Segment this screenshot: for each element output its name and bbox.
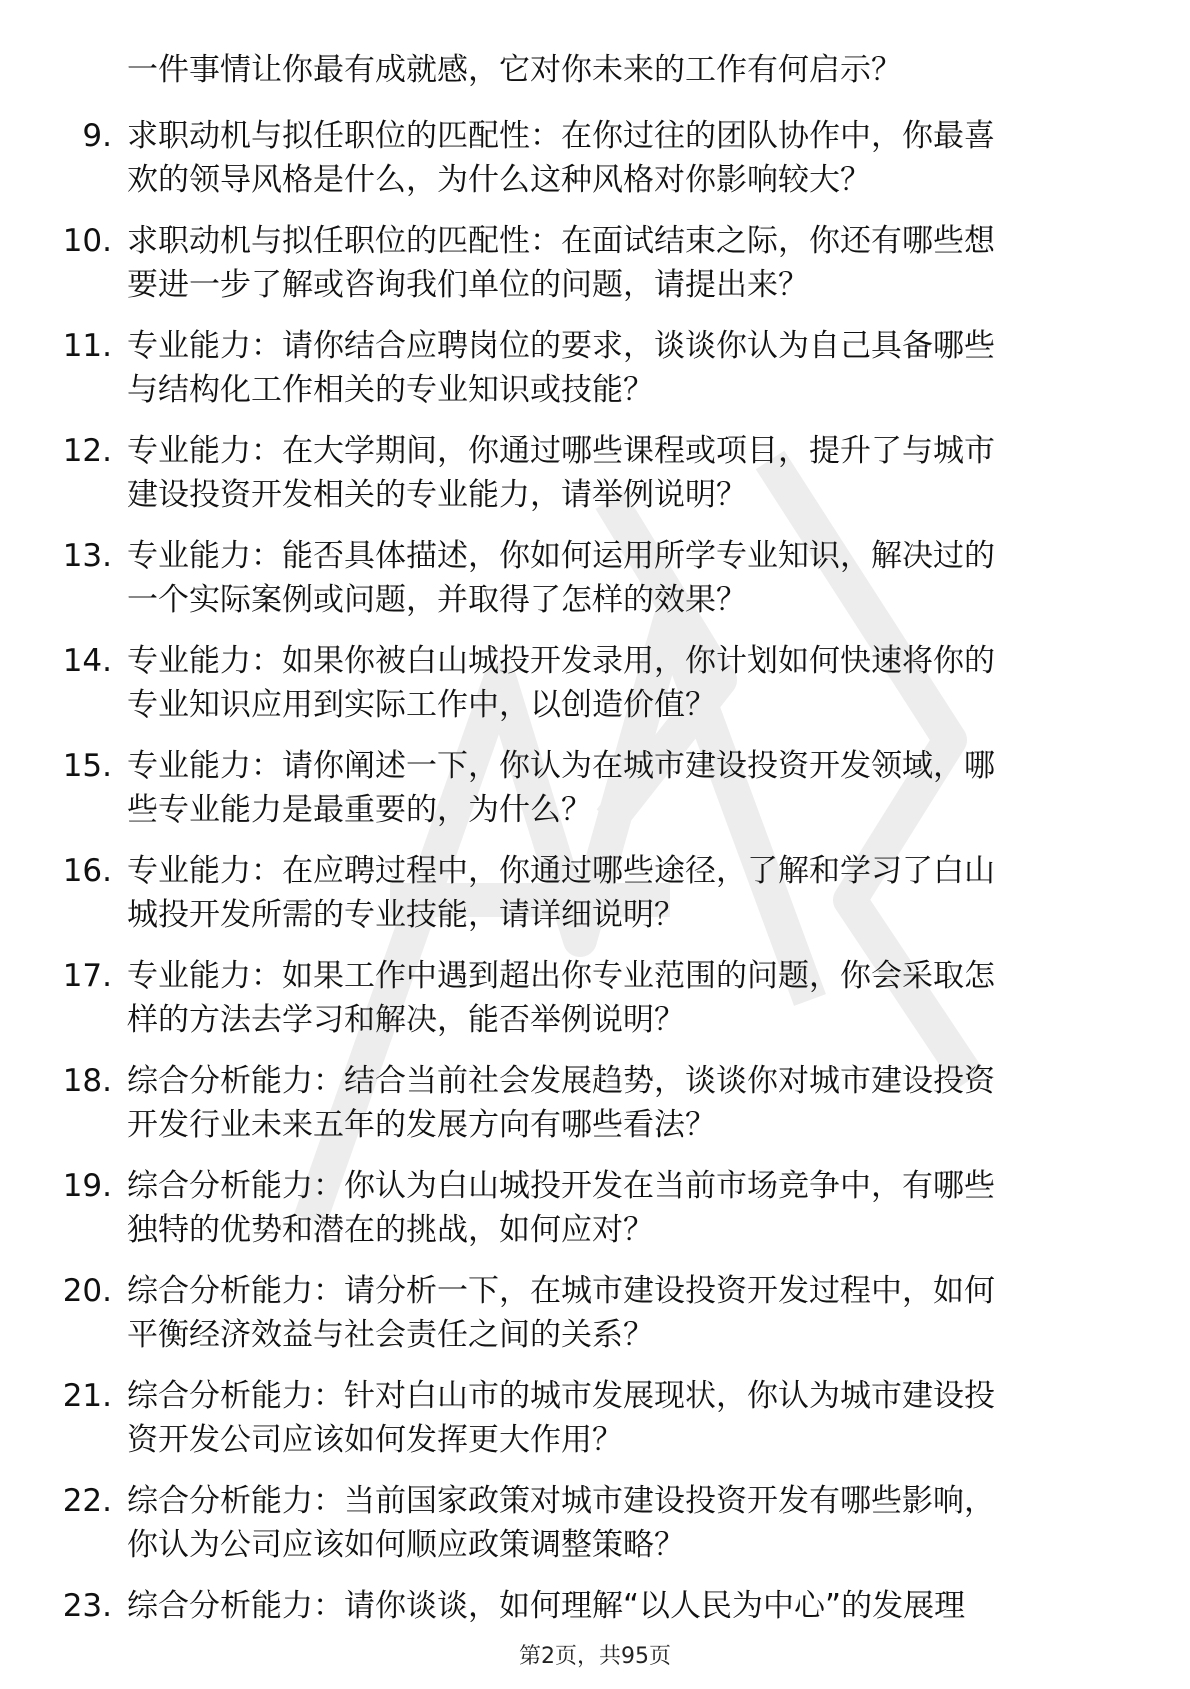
- question-text-line: 专业能力：如果工作中遇到超出你专业范围的问题，你会采取怎: [127, 958, 995, 994]
- question-number: 15.: [62, 748, 112, 784]
- question-number: 14.: [62, 643, 112, 679]
- list-item: [0, 429, 1190, 517]
- question-text-line: 建设投资开发相关的专业能力，请举例说明？: [127, 477, 747, 513]
- question-number: 11.: [62, 328, 112, 364]
- question-text-line: 资开发公司应该如何发挥更大作用？: [127, 1422, 623, 1458]
- list-item: [0, 954, 1190, 1042]
- question-text-line: 你认为公司应该如何顺应政策调整策略？: [127, 1527, 685, 1563]
- question-number: 12.: [62, 433, 112, 469]
- question-text-line: 专业能力：在应聘过程中，你通过哪些途径，了解和学习了白山: [127, 853, 995, 889]
- question-text-line: 专业能力：能否具体描述，你如何运用所学专业知识，解决过的: [127, 538, 995, 574]
- question-text-line: 求职动机与拟任职位的匹配性：在面试结束之际，你还有哪些想: [127, 223, 995, 259]
- question-text-line: 专业知识应用到实际工作中，以创造价值？: [127, 687, 716, 723]
- question-text-line: 与结构化工作相关的专业知识或技能？: [127, 372, 654, 408]
- question-text-line: 求职动机与拟任职位的匹配性：在你过往的团队协作中，你最喜: [127, 118, 995, 154]
- question-number: 22.: [62, 1483, 112, 1519]
- question-text-line: 综合分析能力：请你谈谈，如何理解“以人民为中心”的发展理: [127, 1588, 966, 1624]
- question-number: 20.: [62, 1273, 112, 1309]
- question-list: [0, 114, 1190, 1689]
- question-text-line: 综合分析能力：你认为白山城投开发在当前市场竞争中，有哪些: [127, 1168, 995, 1204]
- question-text-line: 开发行业未来五年的发展方向有哪些看法？: [127, 1107, 716, 1143]
- question-text-line: 综合分析能力：当前国家政策对城市建设投资开发有哪些影响，: [127, 1483, 995, 1519]
- question-text-line: 专业能力：如果你被白山城投开发录用，你计划如何快速将你的: [127, 643, 995, 679]
- question-text-line: 要进一步了解或咨询我们单位的问题，请提出来？: [127, 267, 809, 303]
- list-item: [0, 324, 1190, 412]
- question-text-line: 独特的优势和潜在的挑战，如何应对？: [127, 1212, 654, 1248]
- question-number: 9.: [82, 118, 112, 154]
- list-item: [0, 1059, 1190, 1147]
- question-number: 10.: [62, 223, 112, 259]
- question-text-line: 一个实际案例或问题，并取得了怎样的效果？: [127, 582, 747, 618]
- list-item: [0, 1374, 1190, 1462]
- question-number: 23.: [62, 1588, 112, 1624]
- question-text-line: 综合分析能力：针对白山市的城市发展现状，你认为城市建设投: [127, 1378, 995, 1414]
- list-item: [0, 1164, 1190, 1252]
- question-number: 21.: [62, 1378, 112, 1414]
- question-number: 17.: [62, 958, 112, 994]
- page-footer: 第2页，共95页: [519, 1644, 671, 1669]
- question-number: 16.: [62, 853, 112, 889]
- list-item: [0, 639, 1190, 727]
- list-item: [0, 534, 1190, 622]
- list-item: [0, 1479, 1190, 1567]
- question-text-line: 欢的领导风格是什么，为什么这种风格对你影响较大？: [127, 162, 871, 198]
- question-text-line: 些专业能力是最重要的，为什么？: [127, 792, 592, 828]
- question-number: 19.: [62, 1168, 112, 1204]
- continued-question-text: 一件事情让你最有成就感，它对你未来的工作有何启示？: [127, 52, 902, 88]
- list-item: [0, 849, 1190, 937]
- question-text-line: 综合分析能力：结合当前社会发展趋势，谈谈你对城市建设投资: [127, 1063, 995, 1099]
- question-text-line: 专业能力：请你结合应聘岗位的要求，谈谈你认为自己具备哪些: [127, 328, 995, 364]
- list-item: [0, 219, 1190, 307]
- question-number: 18.: [62, 1063, 112, 1099]
- list-item: [0, 1269, 1190, 1357]
- list-item: [0, 114, 1190, 202]
- list-item: [0, 744, 1190, 832]
- question-text-line: 城投开发所需的专业技能，请详细说明？: [127, 897, 685, 933]
- question-text-line: 综合分析能力：请分析一下，在城市建设投资开发过程中，如何: [127, 1273, 995, 1309]
- question-text-line: 样的方法去学习和解决，能否举例说明？: [127, 1002, 685, 1038]
- question-text-line: 专业能力：请你阐述一下，你认为在城市建设投资开发领域，哪: [127, 748, 995, 784]
- question-number: 13.: [62, 538, 112, 574]
- question-text-line: 平衡经济效益与社会责任之间的关系？: [127, 1317, 654, 1353]
- question-text-line: 专业能力：在大学期间，你通过哪些课程或项目，提升了与城市: [127, 433, 995, 469]
